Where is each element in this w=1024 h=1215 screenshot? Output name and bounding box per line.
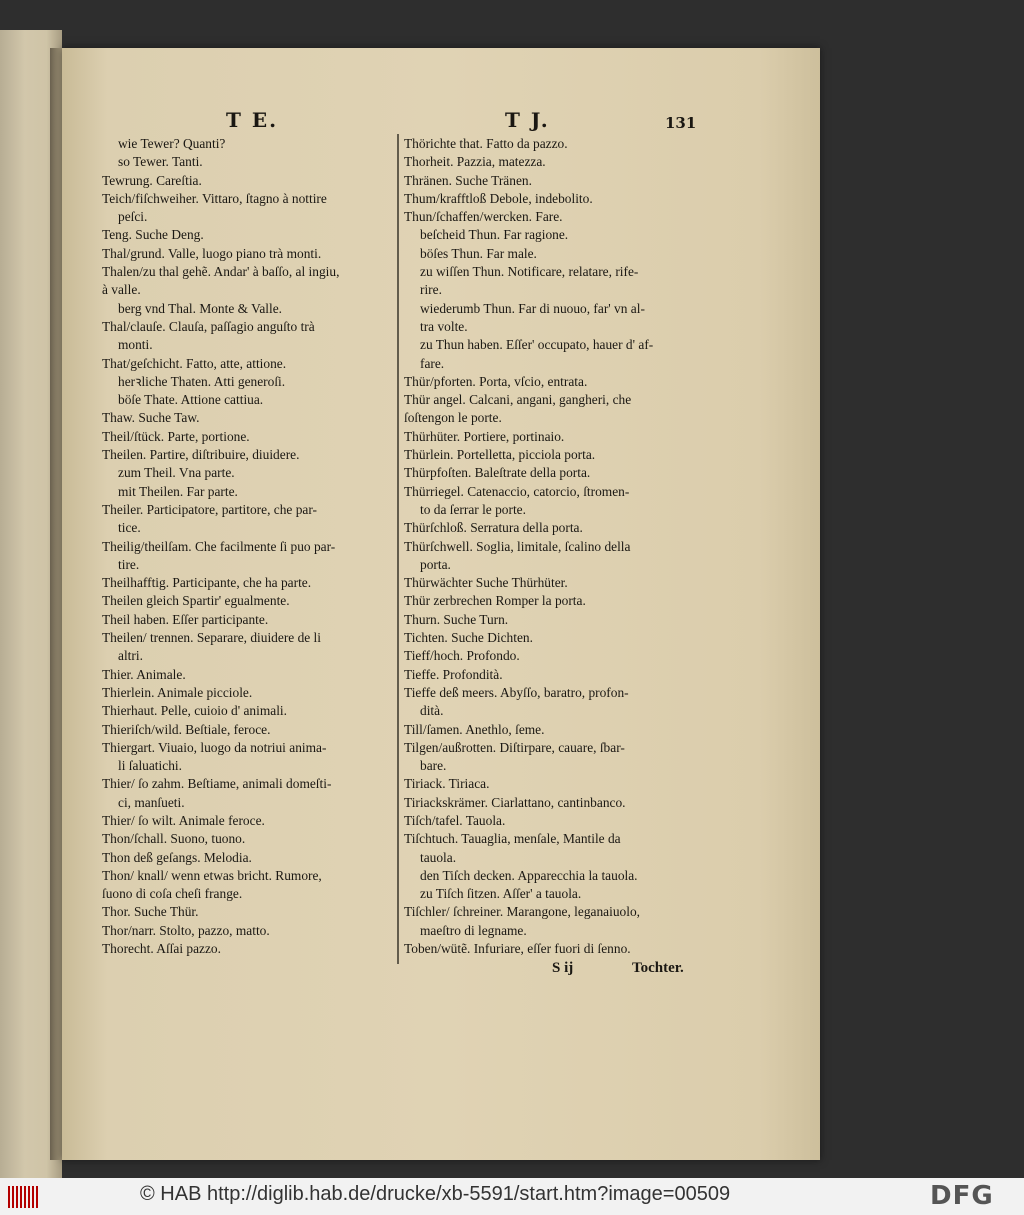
dictionary-line: Thieriſch/wild. Beſtiale, feroce. [102, 721, 271, 737]
dictionary-line: Theiler. Participatore, partitore, che par- [102, 501, 317, 517]
dictionary-line: Tieff/hoch. Profondo. [404, 648, 520, 664]
dictionary-line: wiederumb Thun. Far di nuouo, far' vn al- [420, 300, 645, 316]
dictionary-line: Tiriack. Tiriaca. [404, 776, 490, 792]
dictionary-line: ſuono di coſa cheſi frange. [102, 886, 243, 902]
dictionary-line: Thürſchwell. Soglia, limitale, ſcalino della [404, 538, 631, 554]
dictionary-line: Theil haben. Eſſer participante. [102, 611, 269, 627]
dictionary-line: wie Tewer? Quanti? [118, 136, 226, 151]
dictionary-line: Tiriackskrämer. Ciarlattano, cantinbanco. [404, 794, 626, 810]
dictionary-line: Theil/ſtück. Parte, portione. [102, 428, 250, 444]
dictionary-line: peſci. [118, 209, 148, 225]
dictionary-line: Thurn. Suche Turn. [404, 611, 509, 627]
dictionary-line: maeſtro di legname. [420, 922, 527, 938]
dictionary-line: Theilen/ trennen. Separare, diuidere de li [102, 630, 321, 646]
dictionary-line: Tilgen/außrotten. Diſtirpare, cauare, ſbar- [404, 739, 625, 755]
dictionary-line: Thier. Animale. [102, 666, 186, 682]
dictionary-line: Thürwächter Suche Thürhüter. [404, 575, 568, 591]
dictionary-line: Thal/clauſe. Clauſa, paſſagio anguſto trà [102, 318, 315, 334]
dictionary-line: Thum/krafftloß Debole, indebolito. [404, 190, 593, 206]
dictionary-line: ſoſtengon le porte. [404, 410, 502, 426]
dictionary-line: zu Thun haben. Eſſer' occupato, hauer d' af- [420, 337, 654, 353]
dictionary-line: monti. [118, 337, 153, 353]
dictionary-line: Tichten. Suche Dichten. [404, 630, 533, 646]
dictionary-line: altri. [118, 648, 143, 664]
dictionary-line: Thürriegel. Catenaccio, catorcio, ſtromen- [404, 483, 630, 499]
dictionary-line: Thun/ſchaffen/wercken. Fare. [404, 209, 563, 225]
catchword: Tochter. [632, 960, 684, 976]
dictionary-line: Thür angel. Calcani, angani, gangheri, che [404, 392, 632, 408]
dictionary-line: zu wiſſen Thun. Notificare, relatare, rife- [420, 264, 639, 280]
right-column [404, 135, 704, 958]
dictionary-line: Thränen. Suche Tränen. [404, 172, 532, 188]
dictionary-line: Tiſchler/ ſchreiner. Marangone, leganaiuolo, [404, 904, 641, 920]
dictionary-line: Thorecht. Aſſai pazzo. [102, 941, 221, 957]
left-column [102, 135, 392, 958]
dictionary-line: Thierlein. Animale picciole. [102, 684, 253, 700]
dictionary-line: Thier/ ſo zahm. Beſtiame, animali domeſti- [102, 776, 332, 792]
dictionary-line: böſes Thun. Far male. [420, 245, 537, 261]
dictionary-line: Thaw. Suche Taw. [102, 410, 200, 426]
dictionary-line: li ſaluatichi. [118, 758, 182, 774]
dictionary-line: Thor/narr. Stolto, pazzo, matto. [102, 922, 270, 938]
dictionary-line: Tiſchtuch. Tauaglia, menſale, Mantile da [404, 831, 621, 847]
dictionary-line: Thor. Suche Thür. [102, 904, 199, 920]
dictionary-line: Thon deß geſangs. Melodia. [102, 849, 252, 865]
dictionary-line: böſe Thate. Attione cattiua. [118, 392, 264, 408]
dictionary-line: Theilig/theilſam. Che facilmente ſi puo par- [102, 538, 336, 554]
dictionary-line: herꝛliche Thaten. Atti generoſi. [118, 373, 286, 389]
signature-mark: S ij [552, 960, 574, 976]
running-header-center: T J. [505, 108, 550, 132]
dictionary-line: Theilen gleich Spartir' egualmente. [102, 593, 290, 609]
dictionary-line: Thier/ ſo wilt. Animale feroce. [102, 812, 265, 828]
dictionary-line: Thürſchloß. Serratura della porta. [404, 520, 583, 536]
column-divider [397, 134, 399, 964]
dictionary-line: Thürhüter. Portiere, portinaio. [404, 428, 565, 444]
dictionary-line: Tiſch/tafel. Tauola. [404, 812, 506, 828]
dictionary-line: porta. [420, 556, 451, 572]
dictionary-line: rire. [420, 282, 442, 298]
dictionary-line: so Tewer. Tanti. [118, 154, 203, 170]
dictionary-line: berg vnd Thal. Monte & Valle. [118, 300, 283, 316]
dictionary-line: to da ſerrar le porte. [420, 501, 526, 517]
dictionary-line: tra volte. [420, 318, 468, 334]
dictionary-line: Thörichte that. Fatto da pazzo. [404, 136, 568, 151]
dictionary-line: Teich/fiſchweiher. Vittaro, ſtagno à nottire [102, 190, 327, 206]
dictionary-line: Teng. Suche Deng. [102, 227, 204, 243]
library-logo-icon [8, 1186, 38, 1208]
dictionary-line: Till/ſamen. Anethlo, ſeme. [404, 721, 545, 737]
dictionary-line: tice. [118, 520, 141, 536]
dictionary-line: Thürlein. Portelletta, picciola porta. [404, 447, 596, 463]
dictionary-line: bare. [420, 758, 447, 774]
dictionary-line: zum Theil. Vna parte. [118, 465, 235, 481]
running-header-left: T E. [226, 108, 279, 132]
dictionary-line: den Tiſch decken. Apparecchia la tauola. [420, 867, 638, 883]
dfg-logo: DFG [930, 1181, 994, 1211]
dictionary-line: ci, manſueti. [118, 794, 185, 810]
viewer-footer [0, 1178, 1024, 1215]
dictionary-line: Tieffe deß meers. Abyſſo, baratro, profon- [404, 684, 629, 700]
dictionary-line: Thalen/zu thal gehẽ. Andar' à baſſo, al ingiu, [102, 264, 340, 280]
dictionary-line: Tewrung. Careſtia. [102, 172, 202, 188]
dictionary-line: tauola. [420, 849, 457, 865]
dictionary-line: mit Theilen. Far parte. [118, 483, 238, 499]
page-number: 131 [665, 114, 697, 132]
dictionary-line: Thon/ſchall. Suono, tuono. [102, 831, 246, 847]
dictionary-line: Thorheit. Pazzia, matezza. [404, 154, 546, 170]
dictionary-line: à valle. [102, 282, 141, 298]
dictionary-line: Thierhaut. Pelle, cuioio d' animali. [102, 703, 287, 719]
dictionary-line: Tieffe. Profondità. [404, 666, 503, 682]
dictionary-line: Toben/wütẽ. Infuriare, eſſer fuori di ſenno. [404, 941, 631, 957]
dictionary-line: tire. [118, 556, 140, 572]
dictionary-line: Theilen. Partire, diſtribuire, diuidere. [102, 447, 300, 463]
dictionary-line: beſcheid Thun. Far ragione. [420, 227, 569, 243]
dictionary-line: Thal/grund. Valle, luogo piano trà monti. [102, 245, 322, 261]
dictionary-line: Thürpfoſten. Baleſtrate della porta. [404, 465, 591, 481]
dictionary-line: Theilhafftig. Participante, che ha parte. [102, 575, 312, 591]
dictionary-line: Thür zerbrechen Romper la porta. [404, 593, 586, 609]
dictionary-line: dità. [420, 703, 444, 719]
dictionary-line: That/geſchicht. Fatto, atte, attione. [102, 355, 287, 371]
dictionary-line: fare. [420, 355, 445, 371]
dictionary-line: Thon/ knall/ wenn etwas bricht. Rumore, [102, 867, 322, 883]
copyright-link[interactable]: © HAB http://diglib.hab.de/drucke/xb-5591/start.htm?image=00509 [140, 1183, 731, 1205]
dictionary-line: zu Tiſch ſitzen. Aſſer' a tauola. [420, 886, 582, 902]
dictionary-line: Thür/pforten. Porta, vſcio, entrata. [404, 373, 588, 389]
dictionary-line: Thiergart. Viuaio, luogo da notriui anima- [102, 739, 327, 755]
